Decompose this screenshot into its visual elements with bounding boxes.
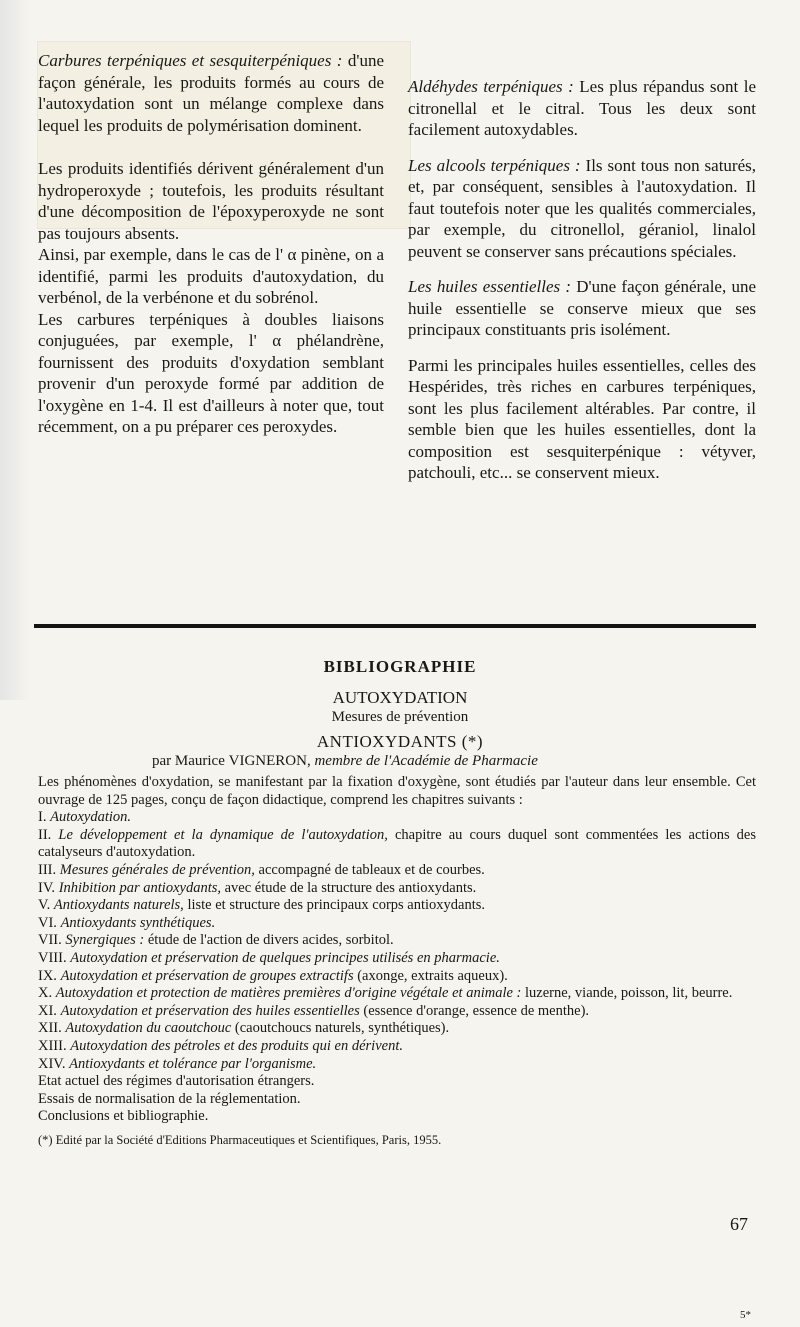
right-column bbox=[408, 76, 756, 484]
right-section-text: D'une façon générale, une huile essentielle se conserve mieux que ses principaux constituants pris isolément. bbox=[408, 277, 757, 339]
chapter-number: VII. bbox=[38, 932, 62, 949]
appendix-item: Conclusions et bibliographie. bbox=[38, 1108, 209, 1125]
author-role: membre de l'Académie de Pharmacie bbox=[314, 753, 538, 769]
chapter-title: Mesures générales de prévention, bbox=[59, 861, 255, 878]
chapter-title: Autoxydation et protection de matières premières d'origine végétale et animale : bbox=[55, 985, 522, 1002]
signature-mark: 5* bbox=[740, 1309, 751, 1321]
chapter-description: chapitre au cours duquel sont commentées les actions des catalyseurs d'autoxydation. bbox=[38, 826, 757, 861]
chapter-item bbox=[38, 932, 756, 950]
chapter-description: (axonge, extraits aqueux). bbox=[357, 967, 508, 984]
chapter-title: Autoxydation du caoutchouc bbox=[65, 1020, 232, 1037]
chapter-title: Inhibition par antioxydants, bbox=[58, 879, 221, 896]
author-byline bbox=[152, 753, 538, 770]
chapter-title: Le développement et la dynamique de l'autoxydation, bbox=[58, 826, 388, 843]
chapter-description: liste et structure des principaux corps antioxydants. bbox=[187, 897, 486, 914]
bibliography-title: BIBLIOGRAPHIE bbox=[323, 657, 477, 676]
chapter-number: IX. bbox=[38, 967, 57, 984]
chapter-description: (caoutchoucs naturels, synthétiques). bbox=[234, 1020, 450, 1037]
left-column bbox=[38, 50, 384, 438]
right-closing-paragraph: Parmi les principales huiles essentielles, celles des Hespérides, très riches en carbures terpéniques, sont les plus facilement altérables. Par contre, il semble bien que les huiles essentielles, dont la composition est sesquiterpénique : vétyver, patchouli, etc... se conservent mieux. bbox=[408, 355, 756, 482]
left-note-paragraph bbox=[38, 50, 384, 136]
left-note-heading: Carbures terpéniques et sesquiterpéniques : bbox=[38, 51, 343, 70]
chapter-item bbox=[38, 827, 756, 862]
chapter-item bbox=[38, 1038, 756, 1056]
chapter-title: Antioxydants et tolérance par l'organisme. bbox=[69, 1055, 317, 1072]
right-section-alcools bbox=[408, 155, 756, 263]
chapter-item bbox=[38, 985, 756, 1003]
appendix-item: Essais de normalisation de la réglementation. bbox=[38, 1090, 301, 1107]
chapter-number: XI. bbox=[38, 1002, 57, 1019]
chapter-description: luzerne, viande, poisson, lit, beurre. bbox=[525, 985, 733, 1002]
chapter-number: VIII. bbox=[38, 949, 67, 966]
author-name: VIGNERON, bbox=[228, 753, 311, 769]
chapter-title: Autoxydation et préservation de groupes extractifs bbox=[60, 967, 354, 984]
chapter-number: XII. bbox=[38, 1020, 62, 1037]
chapter-item bbox=[38, 950, 756, 968]
left-paragraph-1: Les produits identifiés dérivent généralement d'un hydroperoxyde ; toutefois, les produits résultant d'une décomposition de l'époxyperoxyde ne sont pas toujours absents. bbox=[38, 159, 384, 243]
facing-page-shadow bbox=[0, 0, 30, 700]
chapter-number: II. bbox=[38, 826, 52, 843]
chapter-description: étude de l'action de divers acides, sorbitol. bbox=[147, 932, 394, 949]
chapter-description: avec étude de la structure des antioxydants. bbox=[224, 879, 477, 896]
chapter-number: V. bbox=[38, 897, 51, 914]
left-note-text: d'une façon générale, les produits formés au cours de l'autoxydation sont un mélange complexe dans lequel les produits de polymérisation dominent. bbox=[38, 51, 384, 135]
chapter-item bbox=[38, 1056, 756, 1074]
chapter-item bbox=[38, 897, 756, 915]
chapter-title: Autoxydation et préservation de quelques principes utilisés en pharmacie. bbox=[70, 949, 500, 966]
chapter-number: XIII. bbox=[38, 1037, 67, 1054]
chapter-number: VI. bbox=[38, 914, 57, 931]
chapter-item bbox=[38, 915, 756, 933]
chapter-number: X. bbox=[38, 985, 53, 1002]
chapter-number: IV. bbox=[38, 879, 56, 896]
right-section-heading: Les huiles essentielles : bbox=[408, 277, 572, 296]
chapter-title: Antioxydants synthétiques. bbox=[60, 914, 216, 931]
book-title-line-3: ANTIOXYDANTS (*) bbox=[316, 732, 484, 751]
chapter-title: Autoxydation. bbox=[50, 809, 132, 826]
left-paragraph-2: Ainsi, par exemple, dans le cas de l' α pinène, on a identifié, parmi les produits d'autoxydation, du verbénol, de la verbénone et du sobrénol. bbox=[38, 245, 384, 307]
chapter-item bbox=[38, 880, 756, 898]
right-section-heading: Aldéhydes terpéniques : bbox=[408, 77, 574, 96]
byline-prefix: par Maurice bbox=[152, 753, 225, 769]
chapter-title: Autoxydation des pétroles et des produits qui en dérivent. bbox=[70, 1037, 403, 1054]
right-section-huiles bbox=[408, 276, 756, 341]
appendix-item: Etat actuel des régimes d'autorisation étrangers. bbox=[38, 1073, 315, 1090]
book-title-line-2: Mesures de prévention bbox=[331, 709, 469, 725]
right-section-heading: Les alcools terpéniques : bbox=[408, 155, 581, 175]
right-section-aldehydes bbox=[408, 76, 756, 141]
bibliography-body bbox=[38, 774, 756, 1149]
left-paragraph-3: Les carbures terpéniques à doubles liaisons conjuguées, par exemple, l' α phélandrène, fournissent des produits d'oxydation semblant provenir d'un peroxyde formé par addition de l'oxygène en 1-4. Il est d'ailleurs à noter que, tout récemment, on a pu préparer ces peroxydes. bbox=[38, 309, 384, 436]
chapter-title: Antioxydants naturels, bbox=[53, 897, 184, 914]
page-number: 67 bbox=[730, 1214, 748, 1234]
chapter-item bbox=[38, 1003, 756, 1021]
chapter-number: I. bbox=[38, 809, 47, 826]
right-section-text: Ils sont tous non saturés, et, par conséquent, sensibles à l'autoxydation. Il faut toutefois noter que les qualités commerciales, par exemple, du citronellol, géraniol, linalol peuvent se conserver sans précautions spéciales. bbox=[408, 155, 757, 261]
appendix-list bbox=[38, 1073, 756, 1126]
chapter-list bbox=[38, 809, 756, 1073]
book-title-line-1: AUTOXYDATION bbox=[332, 688, 468, 707]
chapter-number: III. bbox=[38, 861, 57, 878]
chapter-item bbox=[38, 1020, 756, 1038]
right-section-text: Les plus répandus sont le citronellal et le citral. Tous les deux sont facilement autoxydables. bbox=[408, 77, 757, 139]
chapter-item bbox=[38, 968, 756, 986]
chapter-item bbox=[38, 862, 756, 880]
chapter-description: (essence d'orange, essence de menthe). bbox=[363, 1002, 590, 1019]
chapter-title: Synergiques : bbox=[65, 932, 145, 949]
chapter-item bbox=[38, 809, 756, 827]
chapter-number: XIV. bbox=[38, 1055, 66, 1072]
chapter-description: accompagné de tableaux et de courbes. bbox=[258, 861, 485, 878]
footnote: (*) Edité par la Société d'Editions Pharmaceutiques et Scientifiques, Paris, 1955. bbox=[38, 1132, 442, 1147]
bibliography-intro: Les phénomènes d'oxydation, se manifestant par la fixation d'oxygène, sont étudiés par l'auteur dans leur ensemble. Cet ouvrage de 125 pages, conçu de façon didactique, comprend les chapitres suivants : bbox=[38, 774, 756, 808]
section-divider-rule bbox=[34, 624, 756, 628]
chapter-title: Autoxydation et préservation des huiles essentielles bbox=[60, 1002, 360, 1019]
